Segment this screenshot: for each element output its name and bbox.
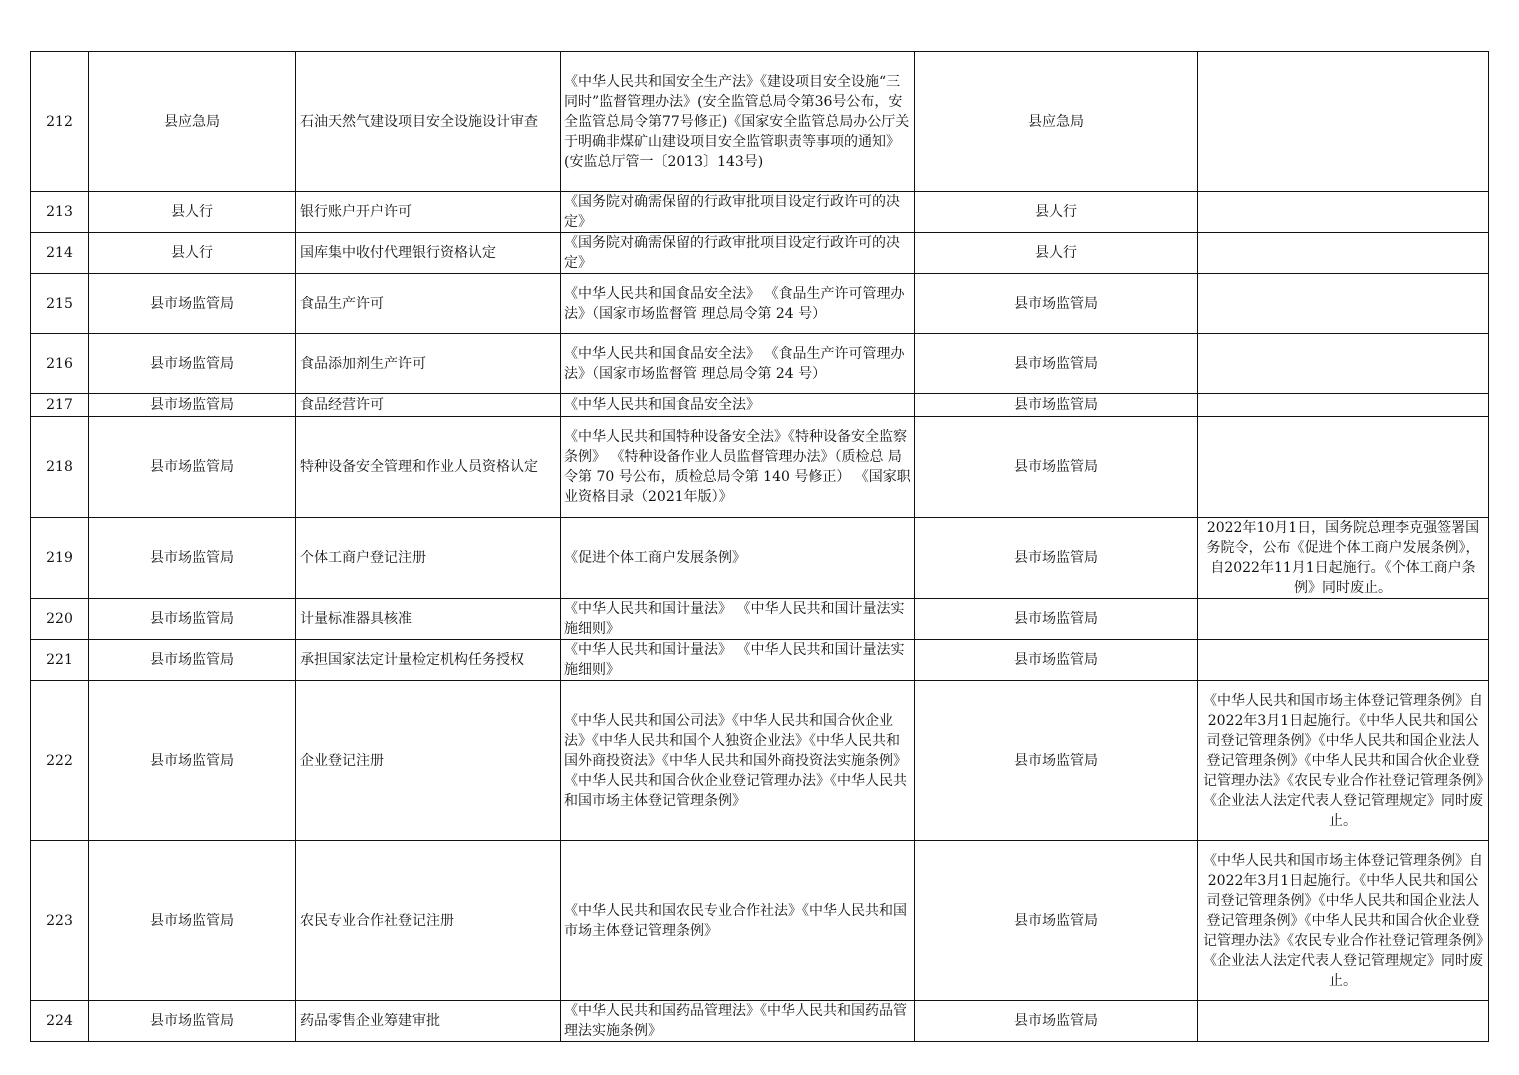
row-number: 224: [31, 1001, 89, 1042]
department-cell: 县人行: [89, 233, 296, 274]
item-name-cell: 特种设备安全管理和作业人员资格认定: [296, 417, 561, 518]
item-name-cell: 农民专业合作社登记注册: [296, 841, 561, 1001]
implementing-agency-cell: 县市场监管局: [915, 599, 1198, 640]
implementing-agency-cell: 县市场监管局: [915, 1001, 1198, 1042]
row-number: 217: [31, 394, 89, 417]
remarks-cell: [1198, 599, 1489, 640]
row-number: 221: [31, 640, 89, 681]
item-name-cell: 承担国家法定计量检定机构任务授权: [296, 640, 561, 681]
table-row: [31, 52, 1489, 192]
remarks-cell: [1198, 640, 1489, 681]
row-number: 214: [31, 233, 89, 274]
remarks-cell: [1198, 52, 1489, 192]
table-row: [31, 334, 1489, 394]
table-row: [31, 841, 1489, 1001]
item-name-cell: 个体工商户登记注册: [296, 518, 561, 599]
table-row: [31, 233, 1489, 274]
remarks-cell: [1198, 233, 1489, 274]
row-number: 220: [31, 599, 89, 640]
table-row: [31, 192, 1489, 233]
implementing-agency-cell: 县应急局: [915, 52, 1198, 192]
row-number: 218: [31, 417, 89, 518]
remarks-cell: [1198, 394, 1489, 417]
remarks-cell: [1198, 417, 1489, 518]
implementing-agency-cell: 县市场监管局: [915, 681, 1198, 841]
permit-table: [30, 51, 1489, 1042]
department-cell: 县市场监管局: [89, 640, 296, 681]
row-number: 212: [31, 52, 89, 192]
row-number: 222: [31, 681, 89, 841]
remarks-cell: 《中华人民共和国市场主体登记管理条例》自2022年3月1日起施行。《中华人民共和国公司登记管理条例》《中华人民共和国企业法人登记管理条例》《中华人民共和国合伙企业登记管理办法》《农民专业合作社登记管理条例》《企业法人法定代表人登记管理规定》同时废止。: [1198, 681, 1489, 841]
item-name-cell: 食品添加剂生产许可: [296, 334, 561, 394]
department-cell: 县市场监管局: [89, 334, 296, 394]
department-cell: 县人行: [89, 192, 296, 233]
remarks-cell: [1198, 192, 1489, 233]
department-cell: 县市场监管局: [89, 841, 296, 1001]
table-row: [31, 599, 1489, 640]
department-cell: 县应急局: [89, 52, 296, 192]
legal-basis-cell: 《中华人民共和国农民专业合作社法》《中华人民共和国市场主体登记管理条例》: [561, 841, 915, 1001]
item-name-cell: 计量标准器具核准: [296, 599, 561, 640]
item-name-cell: 石油天然气建设项目安全设施设计审查: [296, 52, 561, 192]
item-name-cell: 食品生产许可: [296, 274, 561, 334]
implementing-agency-cell: 县市场监管局: [915, 640, 1198, 681]
legal-basis-cell: 《中华人民共和国特种设备安全法》《特种设备安全监察条例》 《特种设备作业人员监督管理办法》（质检总 局令第 70 号公布，质检总局令第 140 号修正） 《国家职业资格目录（2021年版）》: [561, 417, 915, 518]
implementing-agency-cell: 县市场监管局: [915, 518, 1198, 599]
table-row: [31, 274, 1489, 334]
legal-basis-cell: 《中华人民共和国食品安全法》: [561, 394, 915, 417]
legal-basis-cell: 《中华人民共和国计量法》 《中华人民共和国计量法实施细则》: [561, 640, 915, 681]
department-cell: 县市场监管局: [89, 1001, 296, 1042]
table-row: [31, 518, 1489, 599]
remarks-cell: 2022年10月1日，国务院总理李克强签署国务院令，公布《促进个体工商户发展条例》，自2022年11月1日起施行。《个体工商户条例》同时废止。: [1198, 518, 1489, 599]
remarks-cell: [1198, 274, 1489, 334]
row-number: 216: [31, 334, 89, 394]
row-number: 215: [31, 274, 89, 334]
table-row: [31, 394, 1489, 417]
department-cell: 县市场监管局: [89, 417, 296, 518]
department-cell: 县市场监管局: [89, 274, 296, 334]
implementing-agency-cell: 县市场监管局: [915, 394, 1198, 417]
table-row: [31, 417, 1489, 518]
implementing-agency-cell: 县市场监管局: [915, 274, 1198, 334]
item-name-cell: 食品经营许可: [296, 394, 561, 417]
remarks-cell: [1198, 1001, 1489, 1042]
department-cell: 县市场监管局: [89, 394, 296, 417]
item-name-cell: 企业登记注册: [296, 681, 561, 841]
department-cell: 县市场监管局: [89, 599, 296, 640]
legal-basis-cell: 《中华人民共和国计量法》 《中华人民共和国计量法实施细则》: [561, 599, 915, 640]
table-row: [31, 681, 1489, 841]
implementing-agency-cell: 县人行: [915, 233, 1198, 274]
legal-basis-cell: 《中华人民共和国安全生产法》《建设项目安全设施“三同时”监督管理办法》(安全监管总局令第36号公布，安全监管总局令第77号修正)《国家安全监管总局办公厅关于明确非煤矿山建设项目安全监管职责等事项的通知》(安监总厅管一〔2013〕143号): [561, 52, 915, 192]
item-name-cell: 国库集中收付代理银行资格认定: [296, 233, 561, 274]
remarks-cell: 《中华人民共和国市场主体登记管理条例》自2022年3月1日起施行。《中华人民共和国公司登记管理条例》《中华人民共和国企业法人登记管理条例》《中华人民共和国合伙企业登记管理办法》《农民专业合作社登记管理条例》《企业法人法定代表人登记管理规定》同时废止。: [1198, 841, 1489, 1001]
row-number: 213: [31, 192, 89, 233]
legal-basis-cell: 《中华人民共和国食品安全法》 《食品生产许可管理办法》（国家市场监督管 理总局令第 24 号）: [561, 334, 915, 394]
legal-basis-cell: 《国务院对确需保留的行政审批项目设定行政许可的决定》: [561, 192, 915, 233]
implementing-agency-cell: 县市场监管局: [915, 841, 1198, 1001]
implementing-agency-cell: 县人行: [915, 192, 1198, 233]
department-cell: 县市场监管局: [89, 681, 296, 841]
legal-basis-cell: 《国务院对确需保留的行政审批项目设定行政许可的决定》: [561, 233, 915, 274]
item-name-cell: 药品零售企业筹建审批: [296, 1001, 561, 1042]
legal-basis-cell: 《中华人民共和国药品管理法》《中华人民共和国药品管理法实施条例》: [561, 1001, 915, 1042]
row-number: 219: [31, 518, 89, 599]
table-row: [31, 640, 1489, 681]
table-row: [31, 1001, 1489, 1042]
legal-basis-cell: 《促进个体工商户发展条例》: [561, 518, 915, 599]
legal-basis-cell: 《中华人民共和国公司法》《中华人民共和国合伙企业法》《中华人民共和国个人独资企业法》《中华人民共和国外商投资法》《中华人民共和国外商投资法实施条例》《中华人民共和国合伙企业登记管理办法》《中华人民共和国市场主体登记管理条例》: [561, 681, 915, 841]
implementing-agency-cell: 县市场监管局: [915, 417, 1198, 518]
row-number: 223: [31, 841, 89, 1001]
implementing-agency-cell: 县市场监管局: [915, 334, 1198, 394]
item-name-cell: 银行账户开户许可: [296, 192, 561, 233]
department-cell: 县市场监管局: [89, 518, 296, 599]
remarks-cell: [1198, 334, 1489, 394]
legal-basis-cell: 《中华人民共和国食品安全法》 《食品生产许可管理办法》（国家市场监督管 理总局令第 24 号）: [561, 274, 915, 334]
